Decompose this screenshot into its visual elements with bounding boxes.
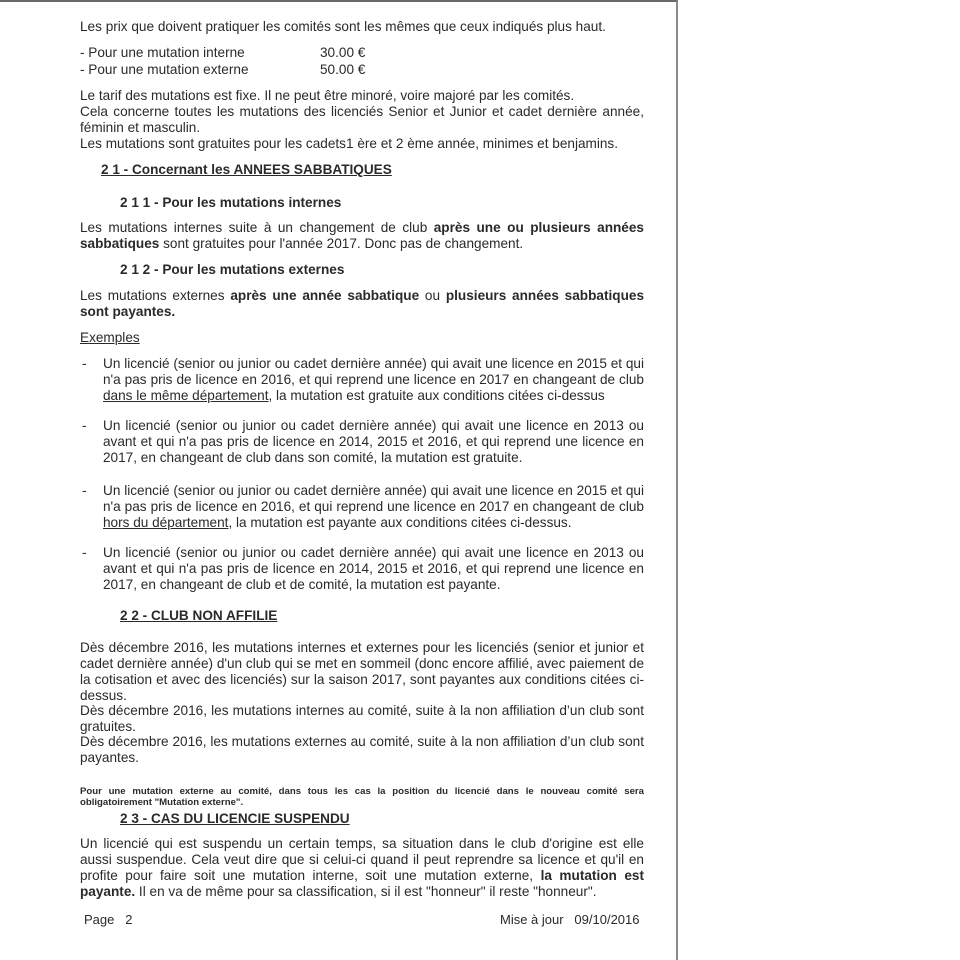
examples-label: Exemples [80,330,140,345]
note-text: Pour une mutation externe au comité, dans tous les cas la position du licencié dans le nouveau comité sera obligatoirement "Mutation externe". [80,785,644,808]
paragraph-2-2: Dès décembre 2016, les mutations internes et externes pour les licenciés (senior et junior et cadet dernière année) d'un club qui se met en sommeil (donc encore affilié, avec paiement de la cotisation et avec des licenciés) sur la saison 2017, sont payantes aux conditions citées ci-dessus. [80,640,644,703]
paragraph-2-2: Dès décembre 2016, les mutations internes au comité, suite à la non affiliation d’un club sont gratuites. [80,703,644,734]
example-item: - Un licencié (senior ou junior ou cadet dernière année) qui avait une licence en 2013 ou avant et qui n'a pas pris de licence en 2014, 2015 et 2016, et qui reprend une licence en 2017, en changeant de club dans son comité, la mutation est gratuite. [82,418,644,465]
example-item: - Un licencié (senior ou junior ou cadet dernière année) qui avait une licence en 2013 ou avant et qui n'a pas pris de licence en 2014, 2015 et 2016, et qui reprend une licence en 2017, en changeant de club et de comité, la mutation est payante. [82,545,644,592]
example-item: - Un licencié (senior ou junior ou cadet dernière année) qui avait une licence en 2015 et qui n'a pas pris de licence en 2016, et qui reprend une licence en 2017 en changeant de club hors du département, la mutation est payante aux conditions citées ci-dessus. [82,483,644,530]
section-title-2-3: 2 3 - CAS DU LICENCIE SUSPENDU [120,811,350,826]
page-number: 2 [125,912,133,927]
paragraph-2-3: Un licencié qui est suspendu un certain temps, sa situation dans le club d'origine est elle aussi suspendue. Cela veut dire que si celui-ci quand il peut reprendre sa licence et qu'il en profite pour faire soit une mutation interne, soit une mutation externe, la mutation est payante. Il en va de même pour sa classification, si il est "honneur" il reste "honneur". [80,836,644,899]
paragraph-2-1-2: Les mutations externes après une année sabbatique ou plusieurs années sabbatiques sont payantes. [80,288,644,319]
section-title-2-2: 2 2 - CLUB NON AFFILIE [120,608,278,623]
paragraph-2-1-1: Les mutations internes suite à un changement de club après une ou plusieurs années sabbatiques sont gratuites pour l'année 2017. Donc pas de changement. [80,220,644,251]
price-label: - Pour une mutation externe [80,62,249,77]
tarif-line: Le tarif des mutations est fixe. Il ne peut être minoré, voire majoré par les comités. [80,88,575,103]
price-value: 30.00 € [320,45,366,60]
price-label: - Pour une mutation interne [80,45,245,60]
price-value: 50.00 € [320,62,366,77]
page-label: Page [84,912,115,927]
price-row-external [80,62,365,78]
example-item: - Un licencié (senior ou junior ou cadet dernière année) qui avait une licence en 2015 et qui n'a pas pris de licence en 2016, et qui reprend une licence en 2017 en changeant de club dans le même département, la mutation est gratuite aux conditions citées ci-dessus [82,356,644,403]
section-title-2-1-1: 2 1 1 - Pour les mutations internes [120,195,342,210]
section-title-2-1: 2 1 - Concernant les ANNEES SABBATIQUES [101,162,392,177]
intro-text: Les prix que doivent pratiquer les comités sont les mêmes que ceux indiqués plus haut. [80,19,606,34]
tarif-line: Les mutations sont gratuites pour les cadets1 ère et 2 ème année, minimes et benjamins. [80,136,619,151]
update-date: 09/10/2016 [574,912,640,927]
footer-page [84,912,132,927]
section-title-2-1-2: 2 1 2 - Pour les mutations externes [120,262,345,277]
price-row-internal [80,45,365,61]
paragraph-2-2: Dès décembre 2016, les mutations externes au comité, suite à la non affiliation d’un club sont payantes. [80,734,644,765]
update-label: Mise à jour [500,912,564,927]
footer-update [500,912,640,927]
tarif-line: Cela concerne toutes les mutations des licenciés Senior et Junior et cadet dernière année, féminin et masculin. [80,104,644,135]
